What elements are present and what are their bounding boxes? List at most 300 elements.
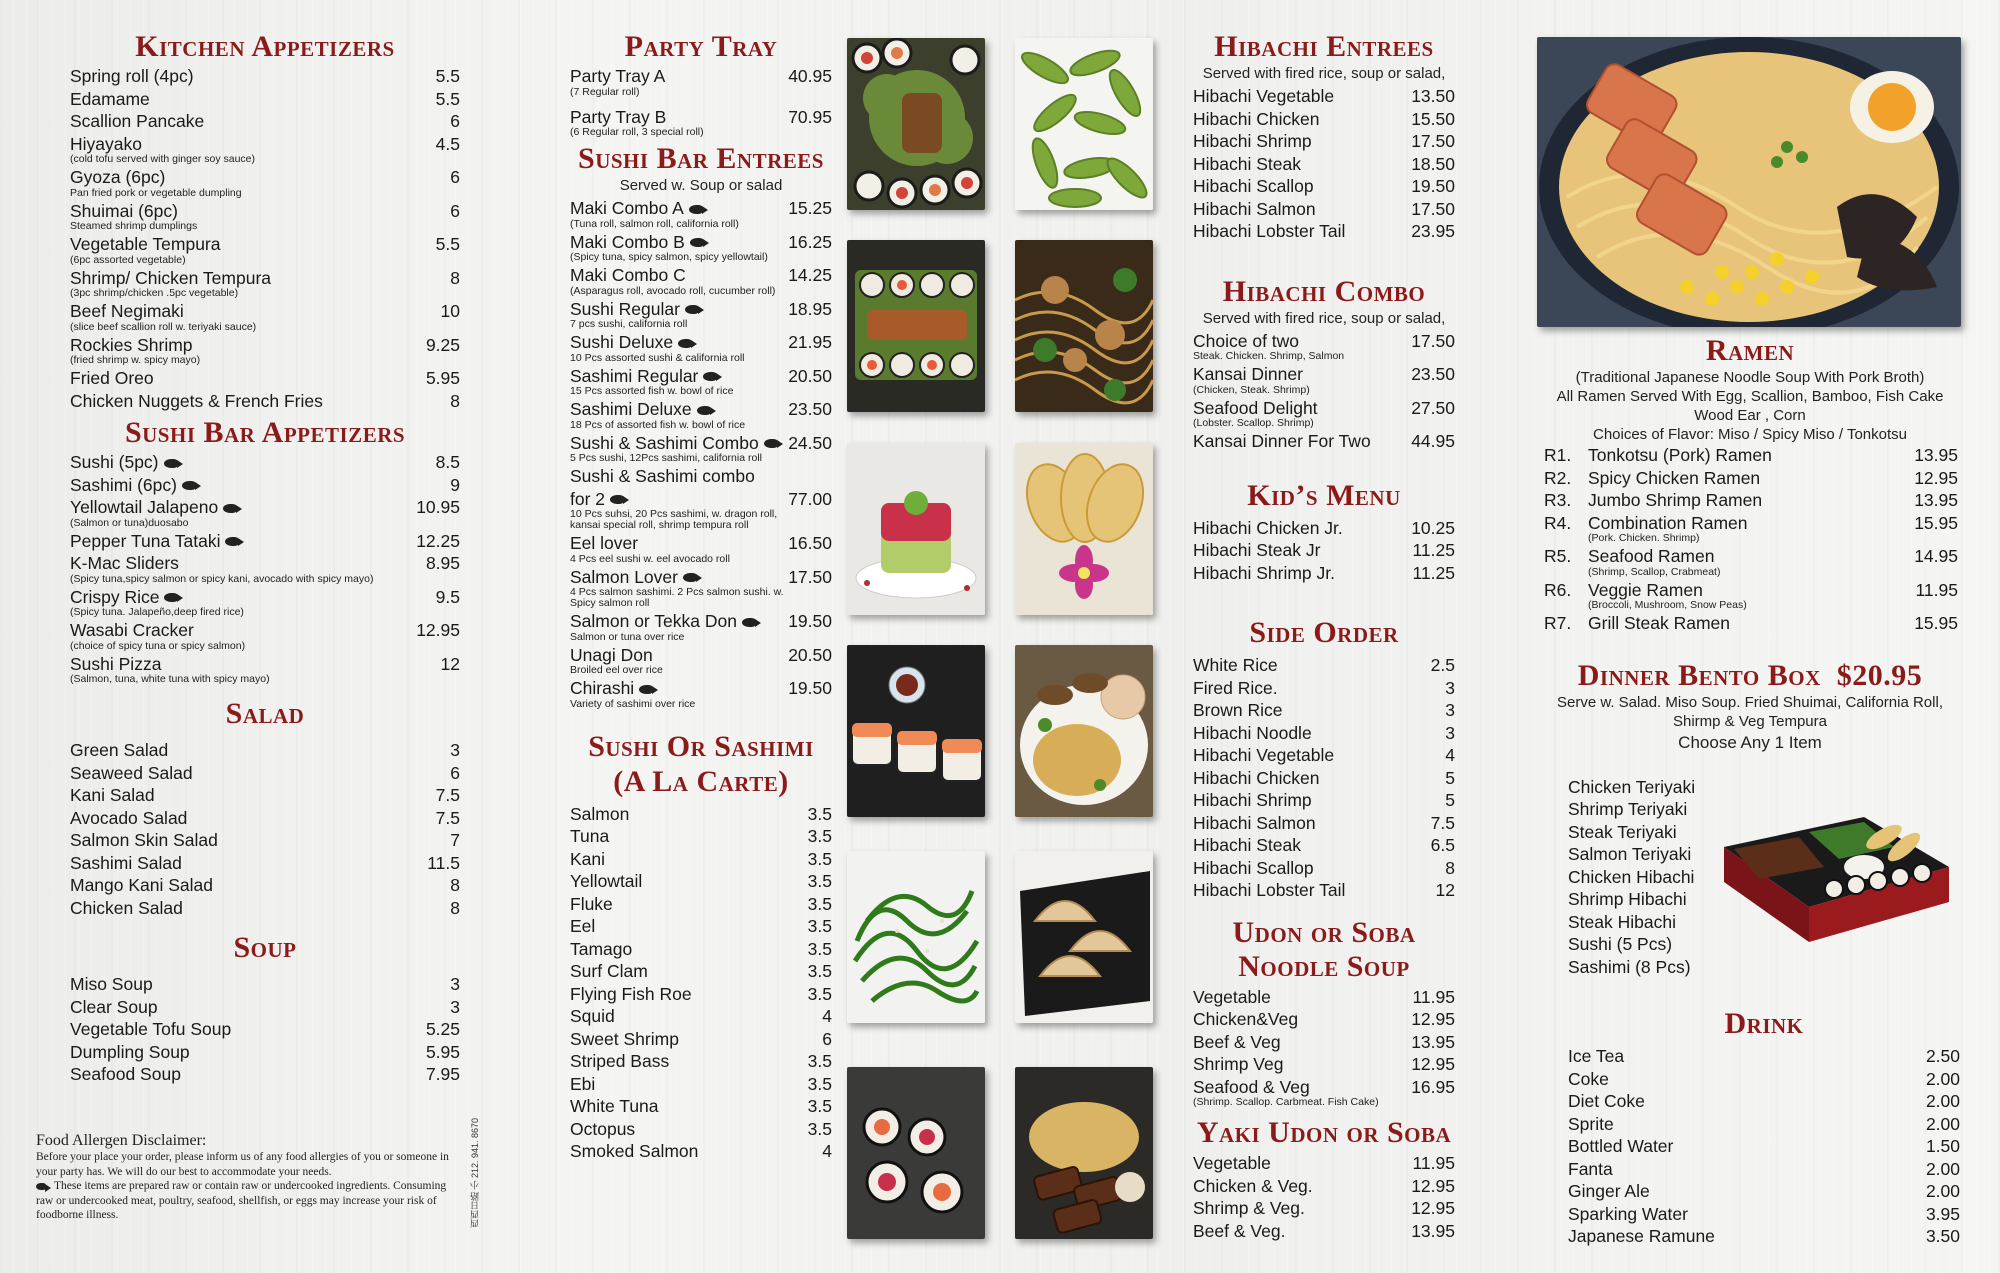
menu-item-name: Hibachi Chicken Jr. [1193, 517, 1343, 538]
menu-item-note: (Spicy tuna,spicy salmon or spicy kani, avocado with spicy mayo) [70, 572, 374, 585]
menu-item-name: Smoked Salmon [570, 1141, 699, 1161]
bento-option-shrimp-teriyaki: Shrimp Teriyaki [1568, 799, 1688, 819]
hibachi-entrees-subtitle: Served with fired rice, soup or salad, [1202, 65, 1446, 82]
column-center-left [570, 30, 832, 1163]
menu-item-price: 15.95 [1914, 512, 1958, 533]
menu-item-name: Salmon or Tekka Don [570, 611, 737, 631]
menu-item-grill-steak-ramen [1544, 612, 1958, 635]
bento-desc-1: Serve w. Salad. Miso Soup. Fried Shuimai, California Roll, [1556, 693, 1943, 711]
bento-option-chicken-teriyaki: Chicken Teriyaki [1568, 776, 1696, 797]
menu-item-fluke [570, 893, 832, 916]
edamame-photo [1015, 38, 1153, 210]
menu-item-price: 17.50 [1411, 198, 1455, 219]
menu-item-name: Dumpling Soup [70, 1041, 190, 1062]
menu-item-name: Hibachi Shrimp [1193, 790, 1312, 810]
menu-item-price: 3 [1445, 677, 1455, 698]
menu-item-name: Chirashi [570, 678, 635, 698]
menu-item-price: 11.95 [1915, 579, 1958, 600]
menu-item-price: 9 [450, 474, 460, 495]
menu-item-name: Sushi Regular [570, 298, 680, 319]
menu-item-price: 16.25 [788, 231, 832, 252]
menu-item-tamago [570, 938, 832, 961]
menu-item-shrimp-veg [1193, 1197, 1455, 1220]
menu-item-name: Striped Bass [570, 1051, 670, 1071]
bento-desc-2: Shirmp & Veg Tempura [1673, 712, 1827, 730]
menu-item-price: 2.00 [1925, 1091, 1960, 1111]
raw-fish-icon [225, 537, 239, 546]
menu-item-note: (choice of spicy tuna or spicy salmon) [70, 639, 246, 652]
menu-item-note: Salmon or tuna over rice [570, 630, 685, 643]
bento-price: $20.95 [1836, 658, 1923, 692]
menu-item-price: 3.5 [807, 938, 832, 959]
tempura-photo [1015, 443, 1153, 615]
bento-desc-3: Choose Any 1 Item [1678, 732, 1822, 752]
menu-item-price: 77.00 [788, 488, 832, 509]
bento-option-sashimi-8-pcs: Sashimi (8 Pcs) [1568, 956, 1691, 977]
menu-item-hibachi-vegetable [1193, 744, 1455, 767]
menu-item-name: Sashimi Regular [570, 365, 699, 386]
menu-item-name: Wasabi Cracker [70, 620, 194, 640]
menu-item-note: (3pc shrimp/chicken .5pc vegetable) [70, 287, 239, 299]
menu-item-chicken-veg [1193, 1175, 1455, 1198]
menu-item-price: 7.5 [1430, 812, 1455, 833]
menu-item-price: 21.95 [788, 332, 832, 352]
drink-section [1568, 1007, 1960, 1248]
menu-item-name: Green Salad [70, 740, 169, 760]
menu-item-name: Hibachi Lobster Tail [1193, 221, 1346, 241]
side-order-list [1193, 654, 1455, 902]
menu-item-name: Hibachi Steak Jr [1193, 540, 1321, 560]
menu-item-maki-combo-c [570, 264, 832, 287]
menu-item-scallion-pancake [70, 110, 460, 133]
menu-item-price: 2.50 [1925, 1046, 1960, 1066]
raw-fish-icon [703, 372, 717, 381]
menu-item-code: R2. [1544, 467, 1572, 488]
menu-item-japanese-ramune [1568, 1225, 1960, 1248]
menu-item-price: 3.5 [807, 1118, 832, 1139]
menu-item-price: 2.00 [1925, 1113, 1960, 1134]
section-title-kitchen-appetizers: Kitchen Appetizers [135, 30, 395, 63]
menu-item-name: Yellowtail [570, 871, 643, 891]
allergen-disclaimer [36, 1132, 461, 1223]
salmon-roll-photo [847, 645, 985, 817]
sushi-rolls-photo [847, 38, 985, 210]
raw-fish-icon [182, 481, 196, 490]
menu-item-note: 7 pcs sushi, california roll [570, 318, 688, 330]
menu-item-price: 3.5 [807, 983, 832, 1004]
gyoza-photo [1015, 851, 1153, 1023]
menu-item-price: 20.50 [788, 644, 832, 665]
menu-item-name: Tonkotsu (Pork) Ramen [1588, 445, 1772, 465]
ramen-desc-1: (Traditional Japanese Noodle Soup With Pork Broth) [1575, 369, 1925, 386]
section-title-kids-menu: Kid’s Menu [1247, 478, 1401, 512]
menu-item-price: 16.95 [1411, 1076, 1455, 1097]
menu-item-name: Clear Soup [70, 996, 158, 1017]
menu-item-name: K-Mac Sliders [70, 553, 179, 573]
raw-fish-icon [36, 1183, 46, 1190]
menu-item-name: Kansai Dinner For Two [1193, 431, 1371, 451]
raw-fish-icon [223, 504, 237, 513]
menu-item-name: Beef Negimaki [70, 301, 184, 321]
menu-item-price: 11.95 [1412, 986, 1455, 1007]
menu-item-name: Hibachi Lobster Tail [1193, 880, 1346, 900]
menu-item-veggie-ramen [1544, 579, 1958, 602]
menu-item-hibachi-shrimp [1193, 789, 1455, 812]
menu-item-edamame [70, 88, 460, 111]
menu-item-price: 10.95 [416, 497, 460, 517]
menu-item-hiyayako [70, 133, 460, 156]
menu-item-beef-veg [1193, 1031, 1455, 1054]
menu-item-seafood-veg [1193, 1076, 1455, 1099]
menu-item-green-salad [70, 739, 460, 762]
menu-item-price: 1.50 [1925, 1136, 1960, 1156]
menu-item-fanta [1568, 1158, 1960, 1181]
udon-soup-list [1193, 986, 1455, 1109]
menu-item-note: Broiled eel over rice [570, 664, 663, 676]
menu-item-name: Seafood Delight [1193, 397, 1318, 418]
menu-item-name: Yellowtail Jalapeno [70, 497, 219, 517]
lo-mein-photo [1015, 240, 1153, 412]
section-title-udon-soup-1: Udon or Soba [1232, 915, 1416, 949]
menu-item-vegetable-tofu-soup [70, 1018, 460, 1041]
menu-item-smoked-salmon [570, 1140, 832, 1163]
a-la-carte-list [570, 803, 832, 1163]
menu-item-choice-of-two [1193, 330, 1455, 353]
seaweed-salad-photo [847, 851, 985, 1023]
menu-item-name: Chicken&Veg [1193, 1009, 1299, 1029]
menu-item-code: R4. [1544, 512, 1572, 533]
menu-item-name: Brown Rice [1193, 700, 1283, 720]
menu-item-price: 5.95 [425, 368, 460, 388]
menu-item-price: 3 [450, 974, 460, 994]
menu-item-seafood-delight [1193, 397, 1455, 420]
menu-item-name: Hibachi Steak [1193, 153, 1301, 174]
menu-item-name: Eel lover [570, 533, 639, 553]
section-title-sushi-bar-entrees: Sushi Bar Entrees [578, 142, 824, 175]
ramen-desc-2: All Ramen Served With Egg, Scallion, Bamboo, Fish Cake [1556, 388, 1944, 405]
menu-item-hibachi-steak [1193, 834, 1455, 857]
raw-fish-icon [764, 439, 778, 448]
menu-item-surf-clam [570, 960, 832, 983]
menu-item-note: (slice beef scallion roll w. teriyaki sauce) [70, 320, 257, 333]
menu-item-price: 2.00 [1925, 1181, 1960, 1201]
menu-item-seafood-soup [70, 1063, 460, 1086]
section-title-yaki-udon: Yaki Udon or Soba [1196, 1116, 1452, 1149]
menu-item-ice-tea [1568, 1045, 1960, 1068]
menu-item-price: 19.50 [788, 678, 832, 698]
menu-item-miso-soup [70, 973, 460, 996]
menu-item-name: Flying Fish Roe [570, 983, 692, 1004]
menu-item-name: Fried Oreo [70, 368, 154, 388]
soup-list [70, 973, 460, 1086]
menu-item-price: 7 [450, 830, 460, 850]
menu-item-ginger-ale [1568, 1180, 1960, 1203]
menu-item-name: Ebi [570, 1073, 596, 1094]
menu-item-bottled-water [1568, 1135, 1960, 1158]
menu-item-sashimi-salad [70, 852, 460, 875]
menu-item-hibachi-vegetable [1193, 85, 1455, 108]
menu-item-price: 3.95 [1925, 1203, 1960, 1224]
menu-item-seaweed-salad [70, 762, 460, 785]
menu-item-price: 17.50 [788, 566, 832, 587]
menu-item-pepper-tuna-tataki [70, 530, 460, 553]
menu-item-hibachi-noodle [1193, 722, 1455, 745]
menu-item-coke [1568, 1068, 1960, 1091]
menu-item-shrimp-veg [1193, 1053, 1455, 1076]
menu-item-price: 40.95 [788, 66, 832, 86]
menu-item-name: White Tuna [570, 1096, 659, 1116]
ramen-desc-3: Wood Ear , Corn [1694, 407, 1806, 424]
menu-item-wasabi-cracker [70, 619, 460, 642]
menu-item-price: 3.5 [807, 871, 832, 891]
menu-item-name: Fired Rice. [1193, 677, 1278, 698]
menu-item-note: (6pc assorted vegetable) [70, 253, 186, 266]
menu-item-name: Unagi Don [570, 644, 653, 665]
menu-item-price: 17.50 [1411, 330, 1455, 351]
menu-item-brown-rice [1193, 699, 1455, 722]
menu-item-name: Japanese Ramune [1568, 1226, 1715, 1246]
menu-item-price: 23.50 [1411, 364, 1455, 384]
menu-item-price: 11.25 [1412, 540, 1455, 560]
menu-item-price: 7.95 [425, 1064, 460, 1084]
menu-item-note: (Salmon, tuna, white tuna with spicy mayo) [70, 673, 270, 685]
menu-item-shrimp-chicken-tempura [70, 267, 460, 290]
menu-item-name: Maki Combo A [570, 198, 684, 218]
bento-option-chicken-hibachi: Chicken Hibachi [1568, 866, 1695, 887]
menu-item-price: 12.25 [416, 530, 460, 551]
menu-item-hibachi-lobster-tail [1193, 879, 1455, 902]
menu-item-price: 12.95 [1411, 1009, 1455, 1029]
raw-fish-icon [697, 406, 711, 415]
raw-fish-icon [683, 573, 697, 582]
menu-item-price: 15.50 [1411, 108, 1455, 129]
menu-item-name: Diet Coke [1568, 1091, 1645, 1111]
bento-title: Dinner Bento Box [1577, 658, 1821, 692]
sushi-bar-entrees-list [570, 197, 832, 710]
menu-item-name: Miso Soup [70, 974, 153, 994]
menu-item-name: Beef & Veg [1193, 1031, 1281, 1052]
menu-item-name: Sushi & Sashimi Combo [570, 432, 759, 453]
menu-item-name: Hibachi Vegetable [1193, 86, 1335, 106]
menu-item-name: Hibachi Salmon [1193, 812, 1316, 833]
menu-item-price: 3.50 [1925, 1226, 1960, 1246]
menu-item-note: (Spicy tuna, spicy salmon, spicy yellowtail) [570, 251, 768, 263]
menu-item-name: White Rice [1193, 655, 1278, 675]
menu-item-sushi-sashimi-combo [570, 465, 832, 488]
menu-item-price: 3.5 [807, 1051, 832, 1071]
menu-item-white-rice [1193, 654, 1455, 677]
menu-item-name: Sushi Deluxe [570, 332, 674, 352]
menu-item-price: 4 [1445, 745, 1455, 765]
menu-item-maki-combo-a [570, 197, 832, 220]
menu-item-note: 4 Pcs salmon sashimi. 2 Pcs salmon sushi. w. [570, 586, 784, 598]
menu-item-vegetable-tempura [70, 233, 460, 256]
menu-item-price: 3.5 [807, 826, 832, 846]
section-title-drink: Drink [1724, 1007, 1804, 1040]
menu-item-beef-negimaki [70, 300, 460, 323]
kitchen-appetizers-list [70, 65, 460, 412]
menu-item-name: Seafood Ramen [1588, 546, 1715, 566]
menu-item-note: Spicy salmon roll [570, 597, 650, 609]
menu-item-sushi-sashimi-combo [570, 432, 832, 455]
menu-item-note: Pan fried pork or vegetable dumpling [70, 186, 242, 199]
menu-item-sashimi-regular [570, 365, 832, 388]
menu-item-white-tuna [570, 1095, 832, 1118]
menu-item-name: Hibachi Chicken [1193, 108, 1320, 129]
menu-item-name: Party Tray A [570, 66, 666, 86]
menu-item-name: Combination Ramen [1588, 512, 1748, 533]
disclaimer-text-1: Before your place your order, please inform us of any food allergies of you or someone in your party has. We will do our best to accommodate your needs. [36, 1151, 449, 1178]
menu-item-chirashi [570, 677, 832, 700]
menu-item-name: Maki Combo B [570, 231, 685, 252]
menu-item-price: 3 [1445, 700, 1455, 720]
menu-item-note: kansai special roll, shrimp tempura roll [570, 519, 749, 531]
menu-item-chicken-veg [1193, 1008, 1455, 1031]
menu-item-name: for 2 [570, 488, 606, 509]
menu-item-ebi [570, 1073, 832, 1096]
steak-teriyaki-photo [1015, 1067, 1153, 1239]
menu-item-name: Vegetable [1193, 986, 1271, 1007]
menu-item-note: (Spicy tuna. Jalapeño,deep fired rice) [70, 606, 244, 618]
menu-item-price: 6 [450, 111, 460, 131]
menu-item-note: (Chicken, Steak. Shrimp) [1193, 383, 1310, 396]
menu-item-note: (Pork. Chicken. Shrimp) [1588, 532, 1700, 544]
party-tray-list [570, 65, 832, 138]
menu-item-price: 23.95 [1411, 221, 1455, 241]
menu-item-price: 6.5 [1430, 835, 1455, 855]
menu-item-name: Sprite [1568, 1113, 1614, 1134]
menu-item-name: Ginger Ale [1568, 1181, 1650, 1201]
menu-item-name: Vegetable [1193, 1153, 1271, 1173]
menu-item-price: 3.5 [807, 1096, 832, 1116]
menu-item-hibachi-lobster-tail [1193, 220, 1455, 243]
menu-item-fried-oreo [70, 367, 460, 390]
menu-item-name: Hibachi Noodle [1193, 722, 1312, 743]
menu-item-price: 4.5 [435, 133, 460, 154]
section-title-udon-soup-2: Noodle Soup [1238, 949, 1410, 983]
menu-item-price: 14.25 [788, 265, 832, 285]
menu-item-name: Spring roll (4pc) [70, 66, 194, 86]
menu-item-price: 24.50 [788, 432, 832, 453]
drink-list [1568, 1045, 1960, 1248]
tuna-tartare-photo [847, 443, 985, 615]
menu-item-clear-soup [70, 996, 460, 1019]
menu-item-note: (cold tofu served with ginger soy sauce) [70, 153, 256, 165]
menu-item-price: 44.95 [1411, 431, 1455, 451]
menu-item-eel-lover [570, 532, 832, 555]
menu-item-avocado-salad [70, 807, 460, 830]
column-center-right [1193, 30, 1455, 1242]
menu-item-price: 8 [450, 875, 460, 895]
menu-item-sashimi-6pc [70, 474, 460, 497]
menu-item-code: R7. [1544, 613, 1572, 633]
menu-item-note: Variety of sashimi over rice [570, 697, 696, 710]
menu-item-name: Party Tray B [570, 106, 667, 127]
menu-item-striped-bass [570, 1050, 832, 1073]
menu-item-name: Hibachi Shrimp Jr. [1193, 562, 1335, 583]
raw-fish-icon [678, 339, 692, 348]
menu-item-name: Hibachi Salmon [1193, 198, 1316, 219]
menu-item-hibachi-shrimp [1193, 130, 1455, 153]
menu-item-price: 19.50 [1411, 176, 1455, 196]
section-title-salad: Salad [225, 697, 305, 730]
menu-item-name: Chicken Salad [70, 897, 183, 918]
menu-item-name: Mango Kani Salad [70, 875, 214, 895]
menu-item-note: (7 Regular roll) [570, 85, 640, 98]
menu-item-jumbo-shrimp-ramen [1544, 489, 1958, 512]
menu-item-name: Pepper Tuna Tataki [70, 530, 221, 551]
raw-fish-icon [610, 495, 624, 504]
menu-item-for-2 [570, 488, 832, 511]
menu-item-salmon [570, 803, 832, 826]
menu-item-price: 13.95 [1914, 445, 1958, 465]
menu-item-gyoza-6pc [70, 166, 460, 189]
menu-item-price: 5 [1445, 790, 1455, 810]
menu-item-price: 13.95 [1411, 1220, 1455, 1241]
menu-item-price: 8 [450, 897, 460, 918]
menu-item-name: Sashimi Deluxe [570, 399, 692, 419]
menu-item-price: 11.25 [1412, 562, 1455, 583]
menu-item-price: 3.5 [807, 893, 832, 914]
menu-item-name: Salmon [570, 803, 630, 824]
menu-item-price: 9.25 [425, 334, 460, 355]
menu-item-code: R5. [1544, 546, 1572, 566]
menu-item-price: 4 [822, 1141, 832, 1161]
menu-item-name: Grill Steak Ramen [1588, 613, 1730, 633]
menu-item-price: 18.95 [788, 298, 832, 319]
menu-item-squid [570, 1005, 832, 1028]
section-title-bento [1540, 659, 1960, 693]
kids-menu-list [1193, 517, 1455, 585]
menu-item-price: 11.5 [427, 852, 460, 873]
section-title-ramen: Ramen [1705, 334, 1795, 367]
menu-item-price: 3.5 [807, 961, 832, 981]
menu-item-price: 7.5 [435, 785, 460, 805]
menu-item-maki-combo-b [570, 231, 832, 254]
section-title-sushi-bar-appetizers: Sushi Bar Appetizers [124, 416, 406, 449]
menu-item-rockies-shrimp [70, 334, 460, 357]
disclaimer-title: Food Allergen Disclaimer: [36, 1132, 207, 1149]
menu-item-note: 15 Pcs assorted fish w. bowl of rice [570, 385, 734, 397]
menu-item-price: 5.25 [425, 1019, 460, 1039]
menu-item-vegetable [1193, 986, 1455, 1009]
menu-item-hibachi-chicken-jr [1193, 517, 1455, 540]
menu-item-price: 5.5 [435, 88, 460, 109]
menu-item-name: Shuimai (6pc) [70, 200, 178, 221]
menu-item-price: 10.25 [1411, 517, 1455, 538]
menu-item-name: Hiyayako [70, 133, 142, 154]
menu-item-price: 3.5 [807, 916, 832, 936]
menu-item-price: 3 [450, 996, 460, 1017]
menu-item-price: 19.50 [788, 611, 832, 631]
menu-item-name: Vegetable Tempura [70, 234, 221, 254]
sushi-sashimi-photo [847, 1067, 985, 1239]
sushi-bar-appetizers-list [70, 451, 460, 685]
menu-item-name: Hibachi Vegetable [1193, 745, 1335, 765]
bento-option-salmon-teriyaki: Salmon Teriyaki [1568, 844, 1692, 864]
menu-item-spring-roll-4pc [70, 65, 460, 88]
menu-item-name: Tamago [570, 938, 633, 959]
menu-item-name: Sashimi Salad [70, 852, 182, 873]
menu-item-name: Seafood Soup [70, 1064, 181, 1084]
menu-item-price: 3 [1445, 722, 1455, 743]
menu-item-hibachi-scallop [1193, 175, 1455, 198]
section-title-a-la-carte-2: (A La Carte) [613, 764, 789, 798]
menu-item-name: Shrimp/ Chicken Tempura [70, 267, 272, 288]
yaki-udon-list [1193, 1152, 1455, 1242]
fried-rice-photo [1015, 645, 1153, 817]
bento-option-steak-teriyaki: Steak Teriyaki [1568, 821, 1677, 842]
